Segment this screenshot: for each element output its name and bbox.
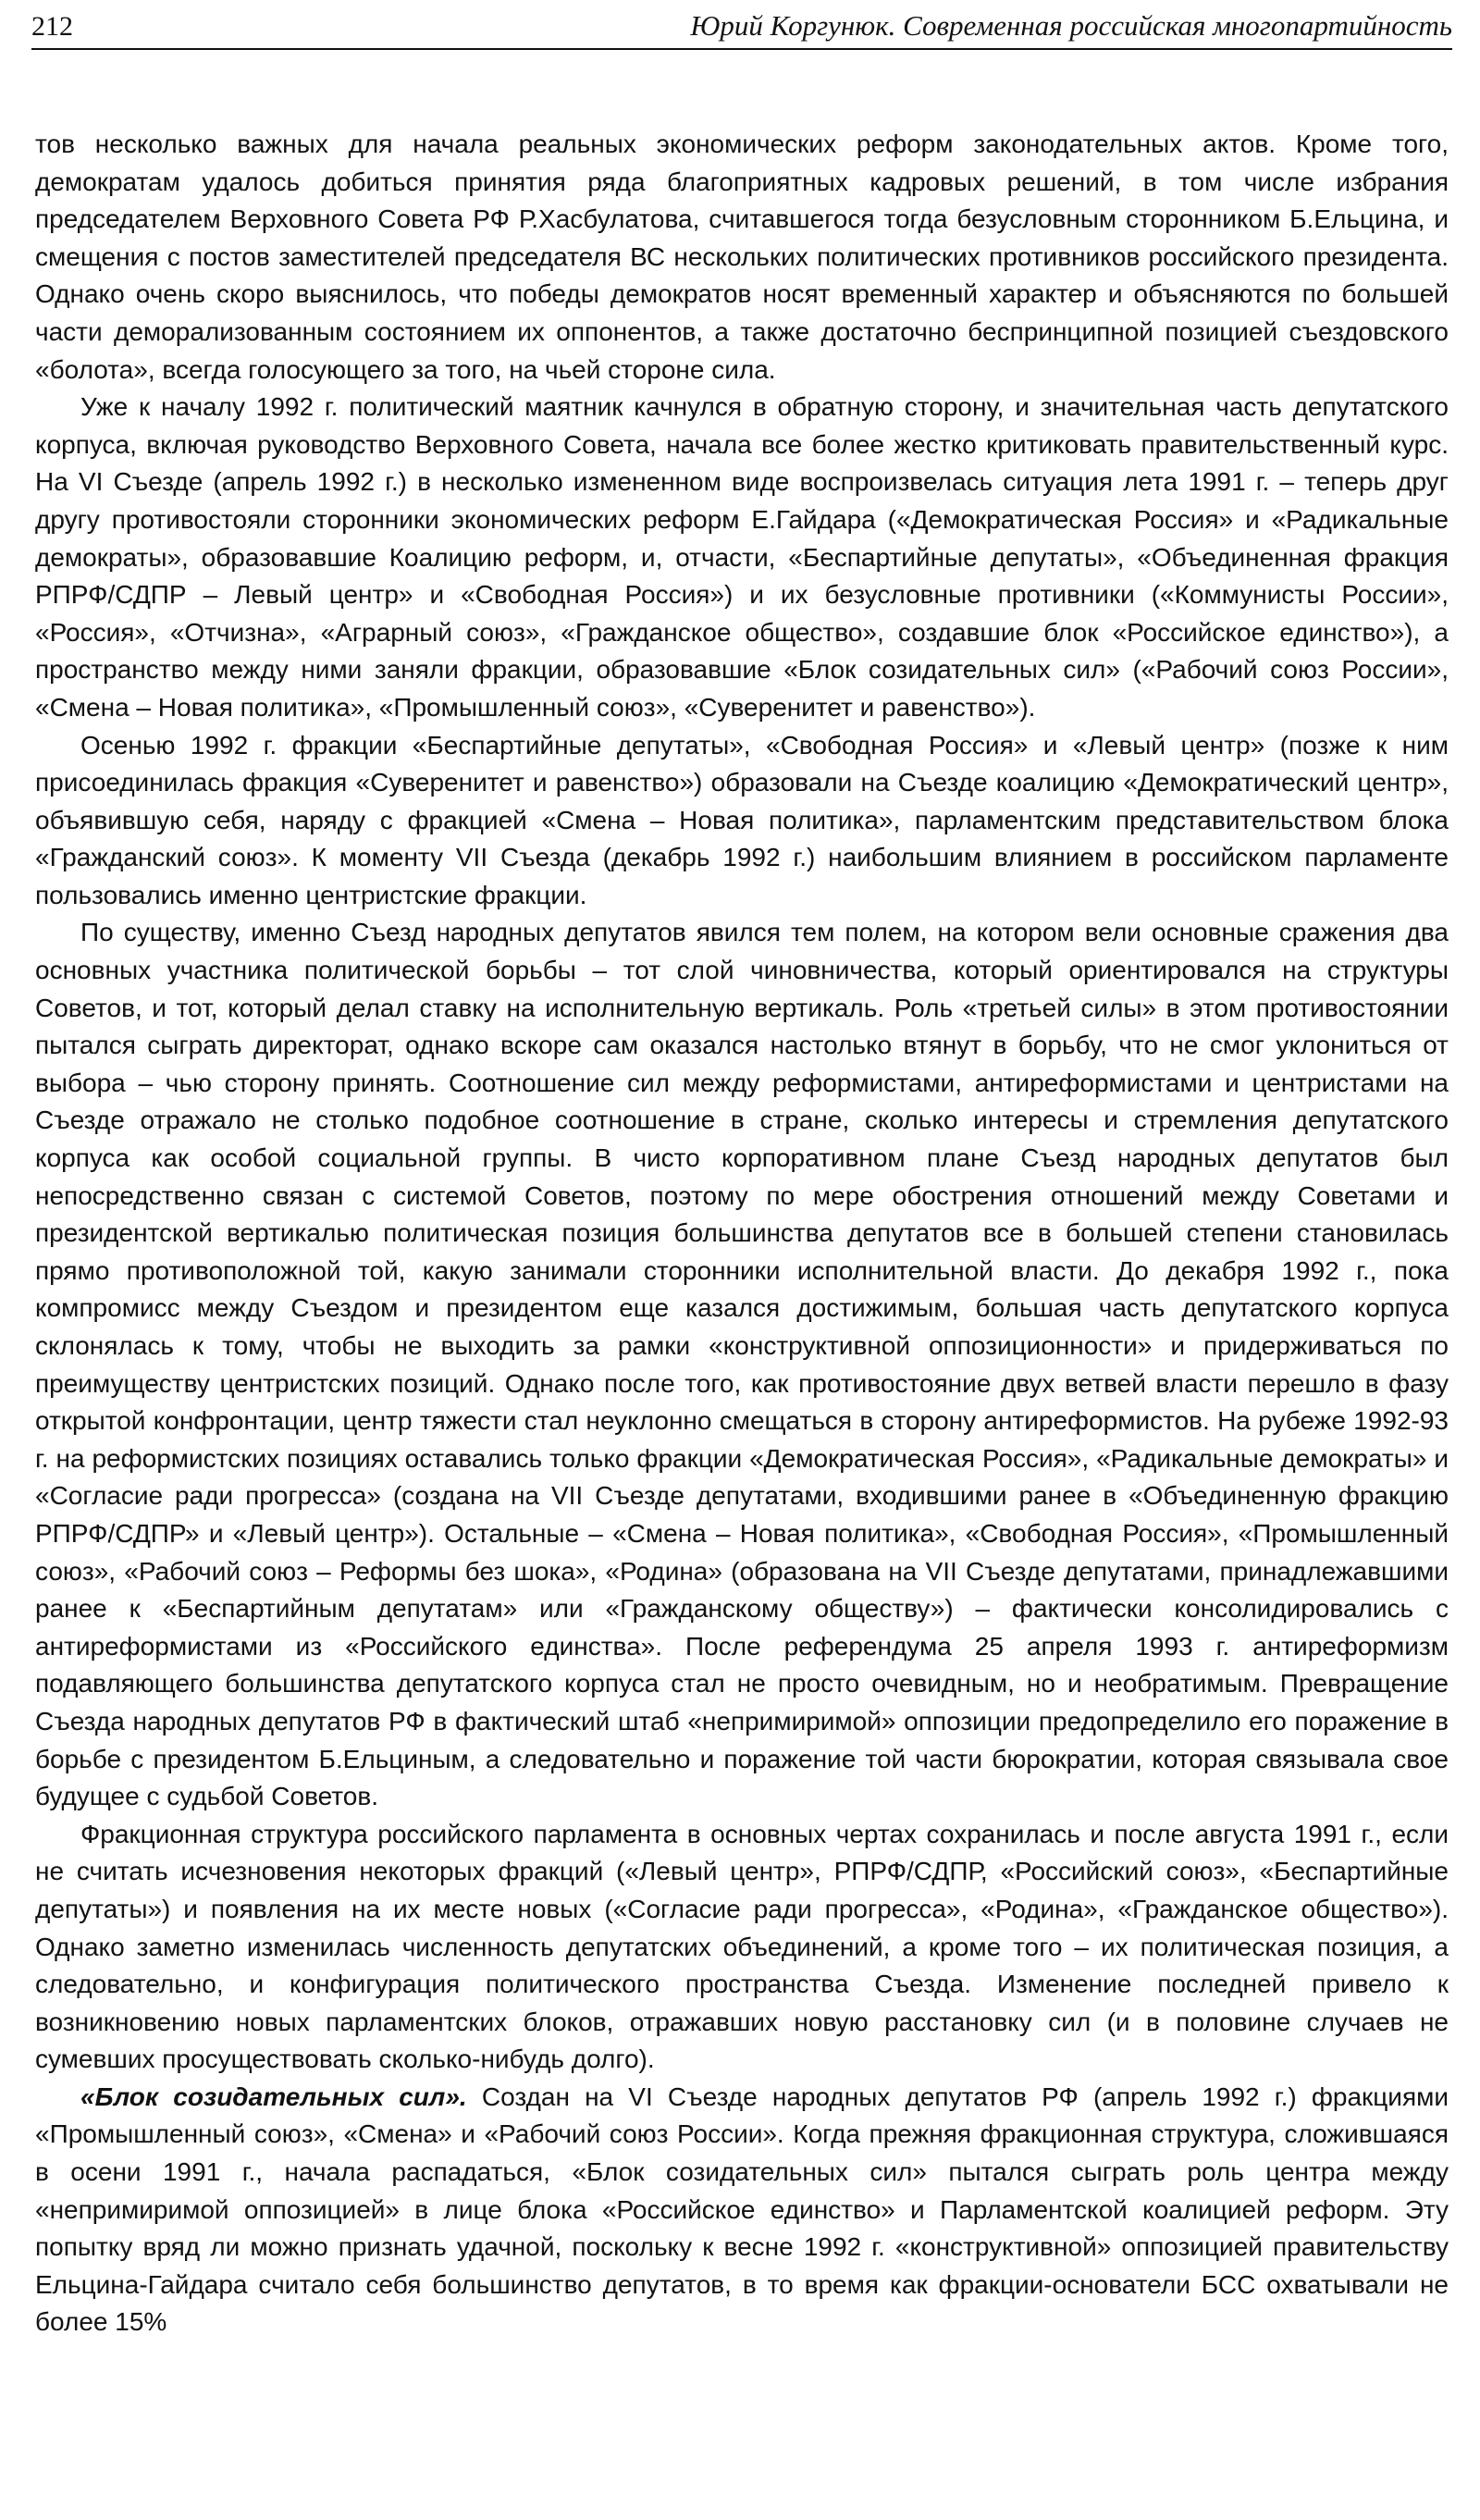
running-title: Юрий Коргунюк. Современная российская многопартийность: [690, 9, 1452, 42]
section-lead-text: Создан на VI Съезде народных депутатов РФ (апрель 1992 г.) фракциями «Промышленный союз», «Смена» и «Рабочий союз России». Когда прежняя фракционная структура, сложившаяся в осени 1991 г., начала распадаться, «Блок созидательных сил» пытался сыграть роль центра между «непримиримой оппозицией» в лице блока «Российское единство» и Парламентской коалицией реформ. Эту попытку вряд ли можно признать удачной, поскольку к весне 1992 г. «конструктивной» оппозицией правительству Ельцина-Гайдара считало себя большинство депутатов, в то время как фракции-основатели БСС охватывали не более 15%: [35, 2081, 1449, 2337]
paragraph-continued: тов несколько важных для начала реальных экономических реформ законодательных актов. Кроме того, демократам удалось добиться принятия ряда благоприятных кадровых решений, в том числе избрания председателем Верховного Совета РФ Р.Хасбулатова, считавшегося тогда безусловным сторонником Б.Ельцина, и смещения с постов заместителей председателя ВС нескольких политических противников российского президента. Однако очень скоро выяснилось, что победы демократов носят временный характер и объясняются по большей части деморализованным состоянием их оппонентов, а также достаточно беспринципной позицией съездовского «болота», всегда голосующего за того, на чьей стороне сила.: [35, 130, 1449, 384]
paragraph-bloc-section: [35, 2079, 1449, 2341]
running-header: [31, 7, 1452, 50]
paragraph: Фракционная структура российского парламента в основных чертах сохранилась и после августа 1991 г., если не считать исчезновения некоторых фракций («Левый центр», РПРФ/СДПР, «Российский союз», «Беспартийные депутаты») и появления на их месте новых («Согласие ради прогресса», «Родина», «Гражданское общество»). Однако заметно изменилась численность депутатских объединений, а кроме того – их политическая позиция, а следовательно, и конфигурация политического пространства Съезда. Изменение последней привело к возникновению новых парламентских блоков, отражавших новую расстановку сил (и в половине случаев не сумевших просуществовать сколько-нибудь долго).: [35, 1819, 1449, 2074]
paragraph: Осенью 1992 г. фракции «Беспартийные депутаты», «Свободная Россия» и «Левый центр» (позже к ним присоединилась фракция «Суверенитет и равенство») образовали на Съезде коалицию «Демократический центр», объявившую себя, наряду с фракцией «Смена – Новая политика», парламентским представительством блока «Гражданский союз». К моменту VII Съезда (декабрь 1992 г.) наибольшим влиянием в российском парламенте пользовались именно центристские фракции.: [35, 730, 1449, 909]
page-number: 212: [31, 11, 73, 42]
section-lead-term: «Блок созидательных сил».: [80, 2081, 467, 2111]
body-text: [35, 126, 1449, 2341]
paragraph: По существу, именно Съезд народных депутатов явился тем полем, на котором вели основные сражения два основных участника политической борьбы – тот слой чиновничества, который ориентировался на структуры Советов, и тот, который делал ставку на исполнительную вертикаль. Роль «третьей силы» в этом противостоянии пытался сыграть директорат, однако вскоре сам оказался настолько втянут в борьбу, что не смог уклониться от выбора – чью сторону принять. Соотношение сил между реформистами, антиреформистами и центристами на Съезде отражало не столько подобное соотношение в стране, сколько интересы и стремления депутатского корпуса как особой социальной группы. В чисто корпоративном плане Съезд народных депутатов был непосредственно связан с системой Советов, поэтому по мере обострения отношений между Советами и президентской вертикалью политическая позиция большинства депутатов все в большей степени становилась прямо противоположной той, какую занимали сторонники исполнительной власти. До декабря 1992 г., пока компромисс между Съездом и президентом еще казался достижимым, большая часть депутатского корпуса склонялась к тому, чтобы не выходить за рамки «конструктивной оппозиционности» и придерживаться по преимуществу центристских позиций. Однако после того, как противостояние двух ветвей власти перешло в фазу открытой конфронтации, центр тяжести стал неуклонно смещаться в сторону антиреформистов. На рубеже 1992-93 г. на реформистских позициях оставались только фракции «Демократическая Россия», «Радикальные демократы» и «Согласие ради прогресса» (создана на VII Съезде депутатами, входившими ранее в «Объединенную фракцию РПРФ/СДПР» и «Левый центр»). Остальные – «Смена – Новая политика», «Свободная Россия», «Промышленный союз», «Рабочий союз – Реформы без шока», «Родина» (образована на VII Съезде депутатами, принадлежавшими ранее к «Беспартийным депутатам» или «Гражданскому обществу») – фактически консолидировались с антиреформистами из «Российского единства». После референдума 25 апреля 1993 г. антиреформизм подавляющего большинства депутатского корпуса стал не просто очевидным, но и необратимым. Превращение Съезда народных депутатов РФ в фактический штаб «непримиримой» оппозиции предопределило его поражение в борьбе с президентом Б.Ельциным, а следовательно и поражение той части бюрократии, которая связывала свое будущее с судьбой Советов.: [35, 918, 1449, 1811]
paragraph: Уже к началу 1992 г. политический маятник качнулся в обратную сторону, и значительная часть депутатского корпуса, включая руководство Верховного Совета, начала все более жестко критиковать правительственный курс. На VI Съезде (апрель 1992 г.) в несколько измененном виде воспроизвелась ситуация лета 1991 г. – теперь друг другу противостояли сторонники экономических реформ Е.Гайдара («Демократическая Россия» и «Радикальные демократы», образовавшие Коалицию реформ, и, отчасти, «Беспартийные депутаты», «Объединенная фракция РПРФ/СДПР – Левый центр» и «Свободная Россия») и их безусловные противники («Коммунисты России», «Россия», «Отчизна», «Аграрный союз», «Гражданское общество», создавшие блок «Российское единство»), а пространство между ними заняли фракции, образовавшие «Блок созидательных сил» («Рабочий союз России», «Смена – Новая политика», «Промышленный союз», «Суверенитет и равенство»).: [35, 392, 1449, 722]
